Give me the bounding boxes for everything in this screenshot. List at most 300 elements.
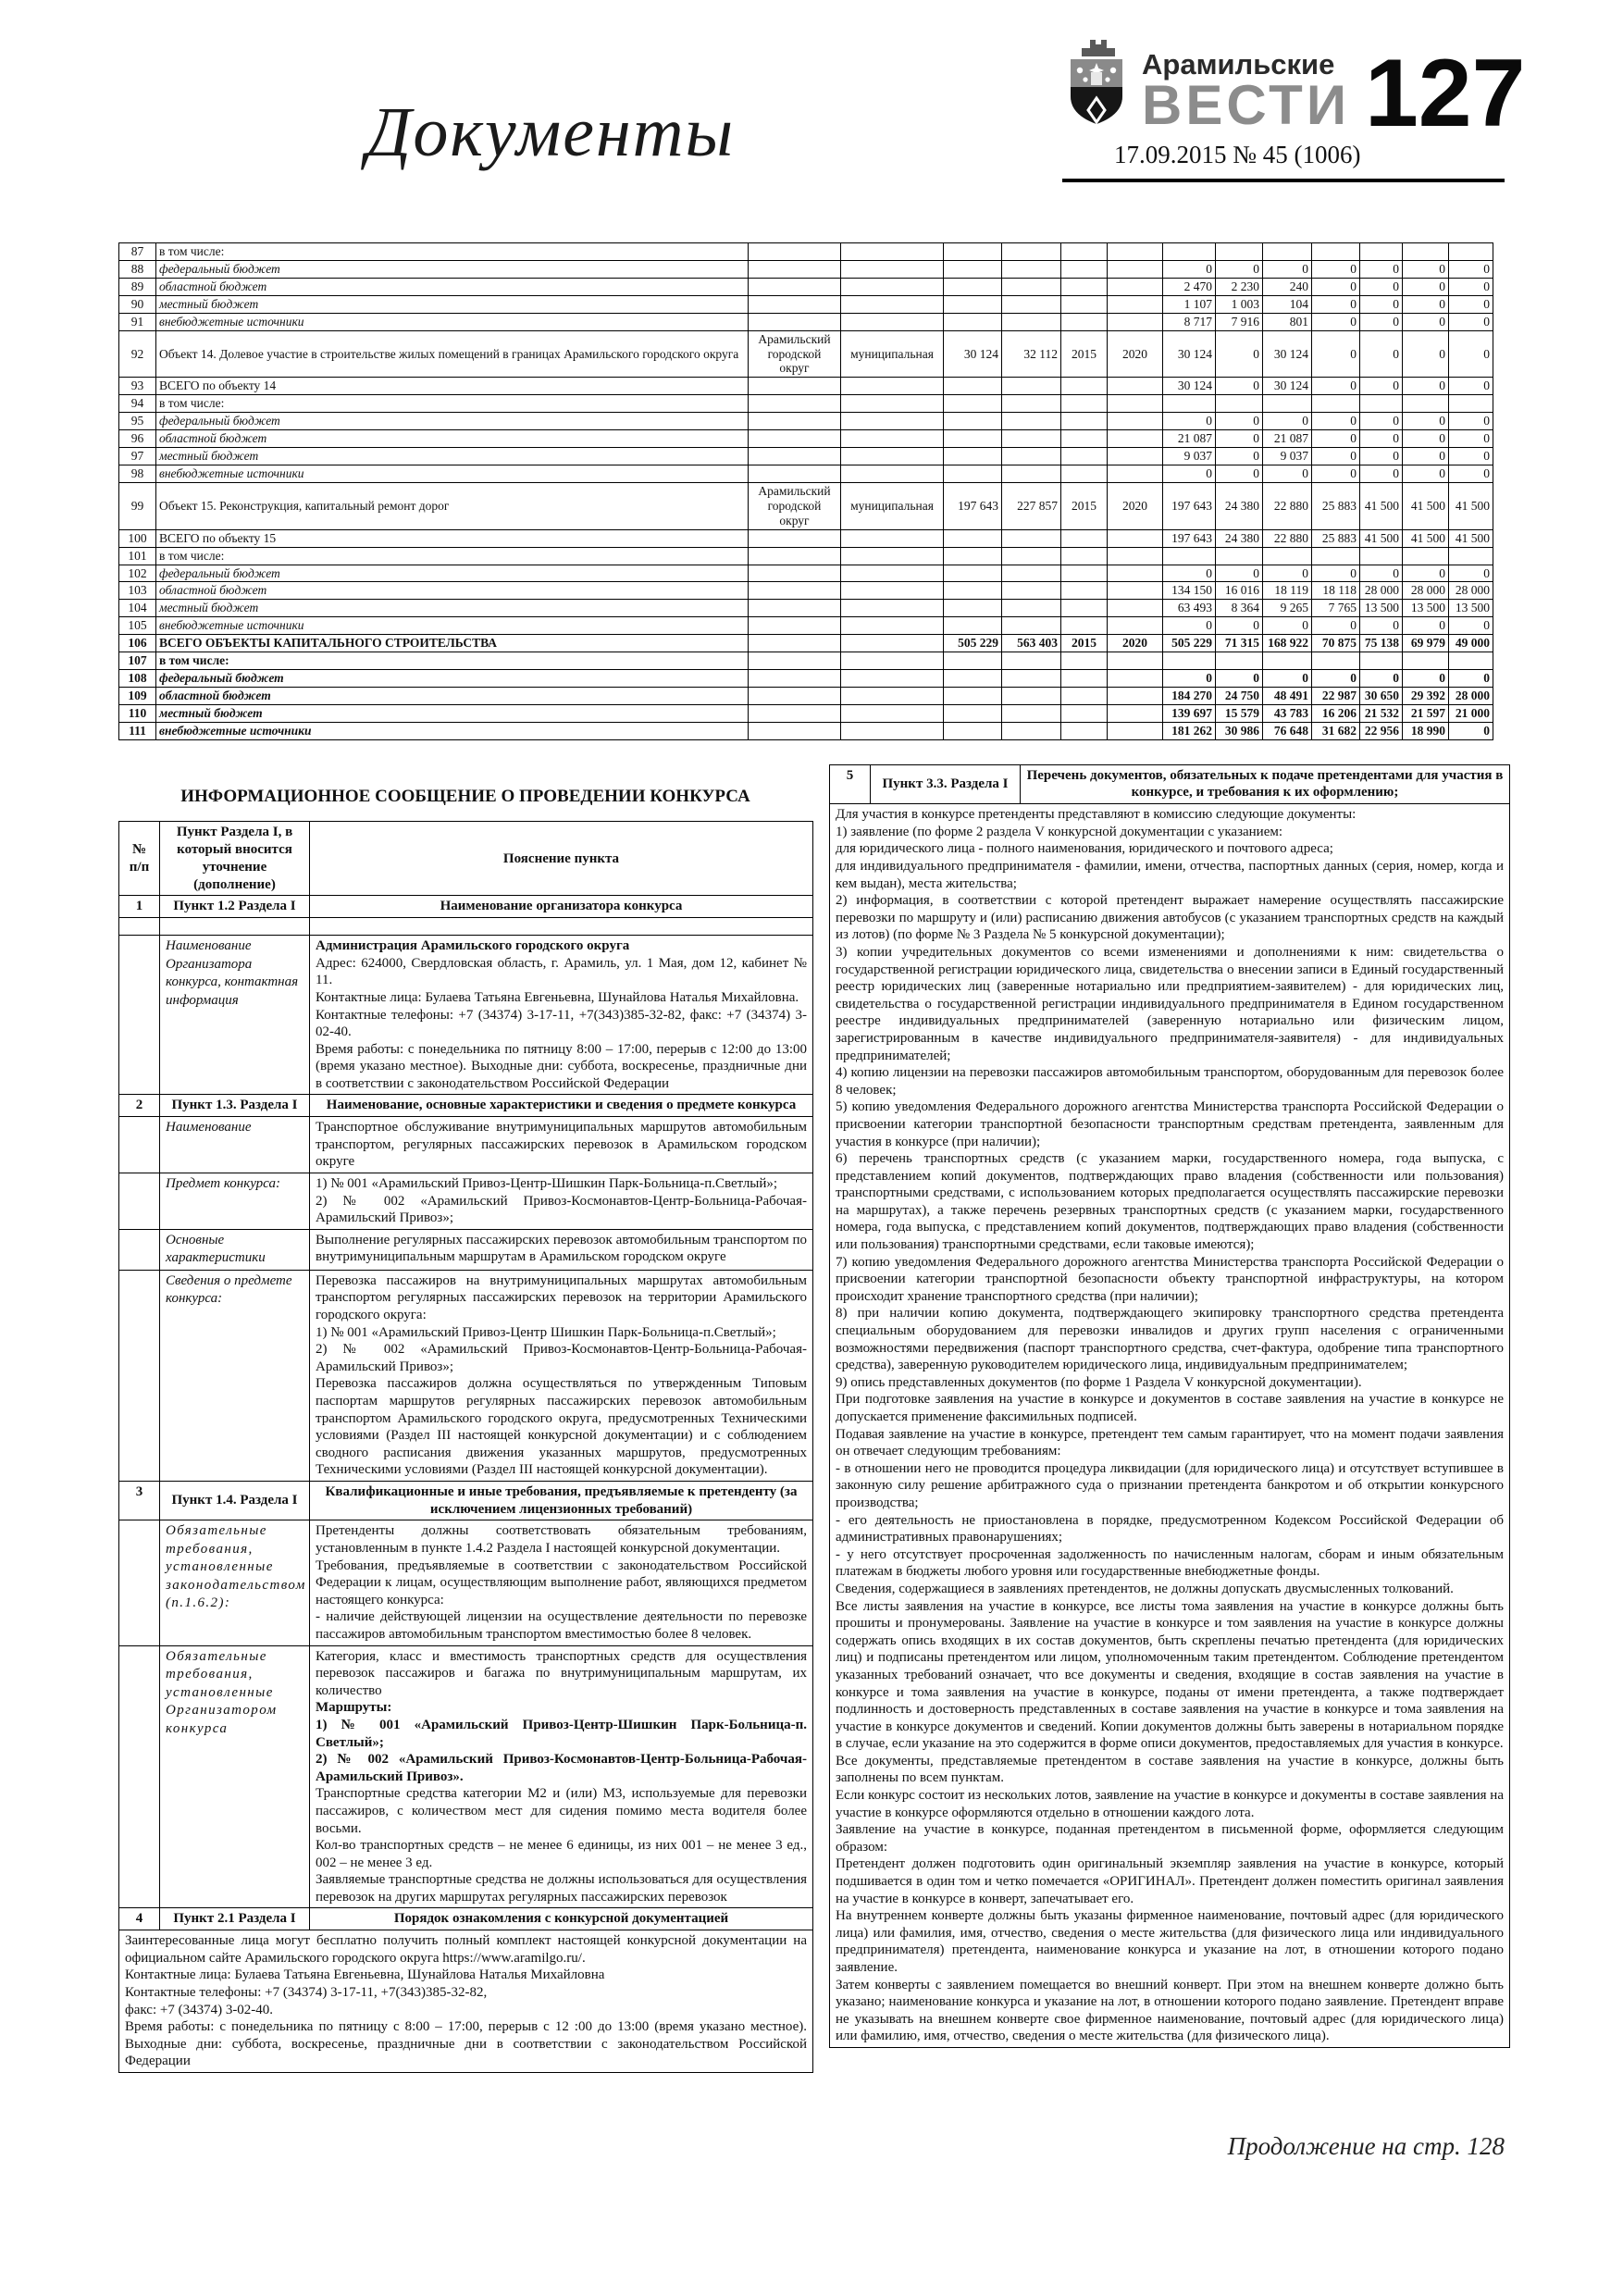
row-ownership-form (841, 378, 944, 395)
row-value-5: 69 979 (1403, 635, 1449, 652)
row-start-year (1061, 465, 1108, 482)
row-value-5 (1403, 243, 1449, 261)
row-number: 93 (119, 378, 156, 395)
row-ownership-form (841, 465, 944, 482)
row-value-6: 28 000 (1449, 687, 1493, 704)
row-number: 96 (119, 430, 156, 448)
row-value-0: 30 124 (1163, 330, 1216, 378)
row-value-2: 30 124 (1263, 378, 1312, 395)
row-ownership-form (841, 278, 944, 295)
row-value-0: 197 643 (1163, 482, 1216, 529)
row-value-1: 0 (1216, 430, 1263, 448)
detail-label: Наименование (160, 1117, 310, 1173)
row-end-year (1108, 547, 1163, 565)
paragraph: Претенденты должны соответствовать обязательным требованиям, установленным в пункте 1.4.2 Раздела I настоящей конкурсной документации. (316, 1523, 807, 1556)
section-number: 3 (119, 1481, 160, 1520)
paragraph: Заявление на участие в конкурсе, поданная претендентом в письменной форме, оформляется следующим образом: (836, 1822, 1504, 1855)
row-location: Арамильский городской округ (749, 482, 841, 529)
empty-number-cell (119, 1520, 160, 1645)
row-value-1: 24 750 (1216, 687, 1263, 704)
row-cost-1 (944, 617, 1002, 635)
paragraph: На внутреннем конверте должны быть указаны фирменное наименование, почтовый адрес (для юридического лица) или фамилия, имя, отчество, сведения о месте жительства (для физического лица или индивидуального предпринимателя) претендента, наименование конкурса и указание на лот, в отношении которого подано заявление. (836, 1908, 1504, 1976)
row-end-year (1108, 448, 1163, 465)
row-cost-1 (944, 430, 1002, 448)
row-description: внебюджетные источники (156, 617, 749, 635)
row-value-0: 21 087 (1163, 430, 1216, 448)
paragraph: для юридического лица - полного наименования, юридического и почтового адреса; (836, 841, 1333, 857)
detail-label: Обязательные требования, установленные Организатором конкурса (160, 1645, 310, 1908)
row-location (749, 670, 841, 688)
row-start-year (1061, 547, 1108, 565)
row-cost-2 (1002, 260, 1061, 278)
row-ownership-form (841, 600, 944, 617)
row-value-0: 0 (1163, 617, 1216, 635)
row-value-6 (1449, 547, 1493, 565)
row-start-year (1061, 430, 1108, 448)
row-value-3: 22 987 (1312, 687, 1360, 704)
row-value-0: 0 (1163, 670, 1216, 688)
row-ownership-form (841, 670, 944, 688)
paragraph: Сведения, содержащиеся в заявлениях претендентов, не должны допускать двусмысленных толкований. (836, 1581, 1454, 1596)
detail-label: Обязательные требования, установленные законодательством (п.1.6.2): (160, 1520, 310, 1645)
row-value-2: 0 (1263, 260, 1312, 278)
row-value-5: 21 597 (1403, 704, 1449, 722)
row-cost-1 (944, 260, 1002, 278)
section-header-row (119, 1095, 813, 1117)
row-value-0: 30 124 (1163, 378, 1216, 395)
notice-table (118, 821, 813, 2073)
row-cost-1 (944, 529, 1002, 547)
row-value-4: 0 (1360, 465, 1403, 482)
paragraph: Для участия в конкурсе претенденты представляют в комиссию следующие документы: (836, 807, 1357, 823)
row-end-year (1108, 529, 1163, 547)
row-value-0 (1163, 395, 1216, 413)
row-cost-2 (1002, 652, 1061, 670)
paragraph: Перевозка пассажиров на внутримуниципальных маршрутах автомобильным транспортом регулярных пассажирских перевозок на территории Арамильского городского округа: (316, 1272, 807, 1322)
row-description: Объект 15. Реконструкция, капитальный ремонт дорог (156, 482, 749, 529)
row-value-3: 0 (1312, 278, 1360, 295)
row-cost-1 (944, 670, 1002, 688)
row-ownership-form (841, 243, 944, 261)
row-value-4 (1360, 243, 1403, 261)
budget-row (119, 278, 1493, 295)
row-number: 95 (119, 413, 156, 430)
row-location (749, 465, 841, 482)
row-value-1: 15 579 (1216, 704, 1263, 722)
row-end-year (1108, 617, 1163, 635)
notice-column (118, 764, 812, 2073)
row-location (749, 313, 841, 330)
row-value-3: 0 (1312, 430, 1360, 448)
section-number: 5 (830, 764, 871, 804)
row-value-1: 8 364 (1216, 600, 1263, 617)
row-cost-2 (1002, 413, 1061, 430)
annex-table-body (830, 764, 1510, 2047)
row-value-2: 9 037 (1263, 448, 1312, 465)
row-cost-2 (1002, 582, 1061, 600)
row-description: ВСЕГО по объекту 14 (156, 378, 749, 395)
section-point: Пункт 1.3. Раздела I (160, 1095, 310, 1117)
row-cost-1 (944, 295, 1002, 313)
row-number: 97 (119, 448, 156, 465)
row-cost-2: 32 112 (1002, 330, 1061, 378)
row-location (749, 378, 841, 395)
row-value-6: 0 (1449, 260, 1493, 278)
row-cost-2 (1002, 395, 1061, 413)
row-value-3: 25 883 (1312, 482, 1360, 529)
row-value-1 (1216, 395, 1263, 413)
row-cost-2 (1002, 378, 1061, 395)
row-value-6: 0 (1449, 430, 1493, 448)
row-value-2: 801 (1263, 313, 1312, 330)
row-value-4: 41 500 (1360, 482, 1403, 529)
row-number: 101 (119, 547, 156, 565)
detail-content (310, 1117, 813, 1173)
row-value-0 (1163, 547, 1216, 565)
row-cost-2 (1002, 278, 1061, 295)
detail-content (310, 936, 813, 1095)
row-location (749, 687, 841, 704)
row-value-2: 48 491 (1263, 687, 1312, 704)
detail-row (119, 1270, 813, 1481)
empty-cell (119, 918, 160, 936)
row-cost-2 (1002, 670, 1061, 688)
row-location (749, 635, 841, 652)
detail-label: Предмет конкурса: (160, 1173, 310, 1230)
row-value-3: 0 (1312, 260, 1360, 278)
row-value-2 (1263, 395, 1312, 413)
row-value-3: 18 118 (1312, 582, 1360, 600)
row-value-4: 0 (1360, 670, 1403, 688)
row-start-year: 2015 (1061, 330, 1108, 378)
row-end-year (1108, 722, 1163, 739)
row-value-5: 0 (1403, 448, 1449, 465)
row-cost-1 (944, 704, 1002, 722)
row-end-year (1108, 582, 1163, 600)
row-ownership-form (841, 722, 944, 739)
row-location (749, 704, 841, 722)
paragraph: 5) копию уведомления Федерального дорожного агентства Министерства транспорта Российской Федерации о присвоении категории транспортной безопасности транспортным средствам претендента, заявленным для участия в конкурсе (при наличии); (836, 1099, 1504, 1149)
row-ownership-form (841, 448, 944, 465)
detail-label: Сведения о предмете конкурса: (160, 1270, 310, 1481)
row-value-0: 139 697 (1163, 704, 1216, 722)
budget-row (119, 670, 1493, 688)
budget-row (119, 635, 1493, 652)
row-start-year (1061, 378, 1108, 395)
row-description: федеральный бюджет (156, 565, 749, 582)
row-location (749, 582, 841, 600)
budget-row (119, 465, 1493, 482)
row-value-5: 0 (1403, 378, 1449, 395)
row-value-5: 0 (1403, 295, 1449, 313)
paragraph: 1) № 001 «Арамильский Привоз-Центр-Шишкин Парк-Больница-п.Светлый»; (316, 1176, 778, 1191)
empty-cell (160, 918, 310, 936)
row-value-5: 0 (1403, 313, 1449, 330)
row-end-year (1108, 465, 1163, 482)
budget-row (119, 260, 1493, 278)
row-value-0: 505 229 (1163, 635, 1216, 652)
budget-row (119, 448, 1493, 465)
paragraph: Маршруты: (316, 1700, 392, 1716)
row-ownership-form (841, 430, 944, 448)
row-value-1: 0 (1216, 378, 1263, 395)
row-value-6: 0 (1449, 465, 1493, 482)
row-value-6: 13 500 (1449, 600, 1493, 617)
detail-row (119, 936, 813, 1095)
row-value-2: 240 (1263, 278, 1312, 295)
row-value-1: 71 315 (1216, 635, 1263, 652)
row-location (749, 295, 841, 313)
row-value-6: 0 (1449, 413, 1493, 430)
paragraph: Подавая заявление на участие в конкурсе, претендент тем самым гарантирует, что на момент подачи заявления он отвечает следующим требованиям: (836, 1426, 1504, 1459)
row-value-0: 9 037 (1163, 448, 1216, 465)
row-value-5: 18 990 (1403, 722, 1449, 739)
row-value-4: 0 (1360, 313, 1403, 330)
detail-content (310, 1270, 813, 1481)
row-cost-1: 197 643 (944, 482, 1002, 529)
paragraph: Время работы: с понедельника по пятницу с 8:00 – 17:00, перерыв с 12 :00 до 13:00 (время указано местное). Выходные дни: суббота, воскресенье, праздничные дни в соответствии с законодательством Российской Федерации (125, 2019, 807, 2069)
section-point: Пункт 3.3. Раздела I (871, 764, 1021, 804)
row-start-year (1061, 295, 1108, 313)
row-value-2: 168 922 (1263, 635, 1312, 652)
row-number: 110 (119, 704, 156, 722)
row-description: местный бюджет (156, 600, 749, 617)
row-value-6: 0 (1449, 565, 1493, 582)
row-value-5: 0 (1403, 617, 1449, 635)
paragraph: Перевозка пассажиров должна осуществляться по утвержденным Типовым паспортам маршрутов регулярных пассажирских перевозок автомобильным транспортом Арамильского городского округа, предусмотренных Техническими условиями (Раздел III настоящей конкурсной документации) и с соблюдением сводного расписания движения указанных маршрутов, предусмотренных Техническими условиями (Раздел III настоящей конкурсной документации). (316, 1376, 807, 1478)
paragraph: 2) информация, в соответствии с которой претендент выражает намерение осуществлять пассажирские перевозки по маршруту и (или) расписанию движения автобусов (с указанием транспортных средств на каждый из лотов) (по форме № 3 Раздела № 5 конкурсной документации); (836, 893, 1504, 943)
paragraph: Контактные телефоны: +7 (34374) 3-17-11, +7(343)385-32-82, факс: +7 (34374) 3-02-40. (316, 1007, 807, 1040)
row-value-1: 16 016 (1216, 582, 1263, 600)
section-body (119, 1930, 813, 2073)
detail-content (310, 1173, 813, 1230)
row-cost-2 (1002, 547, 1061, 565)
empty-cell (310, 918, 813, 936)
paragraph: Кол-во транспортных средств – не менее 6 единицы, из них 001 – не менее 3 ед., 002 – не менее 3 ед. (316, 1838, 807, 1870)
row-value-5: 41 500 (1403, 529, 1449, 547)
row-end-year (1108, 413, 1163, 430)
row-number: 109 (119, 687, 156, 704)
row-value-3 (1312, 243, 1360, 261)
row-description: ВСЕГО по объекту 15 (156, 529, 749, 547)
row-ownership-form (841, 547, 944, 565)
row-value-3: 0 (1312, 413, 1360, 430)
paragraph: - его деятельность не приостановлена в порядке, предусмотренном Кодексом Российской Федерации об административных правонарушениях; (836, 1512, 1504, 1545)
paragraph: 2) № 002 «Арамильский Привоз-Космонавтов-Центр-Больница-Рабочая-Арамильский Привоз». (316, 1752, 807, 1784)
row-value-4: 0 (1360, 448, 1403, 465)
row-end-year (1108, 378, 1163, 395)
row-start-year (1061, 652, 1108, 670)
row-start-year: 2015 (1061, 482, 1108, 529)
paragraph: Претендент должен подготовить один оригинальный экземпляр заявления на участие в конкурсе, который подшивается в один том и четко помечается «ОРИГИНАЛ». Претендент должен поместить оригинал заявления на участие в конкурсе в конверт, запечатывает его. (836, 1856, 1504, 1906)
row-description: Объект 14. Долевое участие в строительстве жилых помещений в границах Арамильского городского округа (156, 330, 749, 378)
row-ownership-form (841, 582, 944, 600)
row-value-2: 76 648 (1263, 722, 1312, 739)
budget-row (119, 378, 1493, 395)
budget-table (118, 242, 1493, 740)
budget-row (119, 565, 1493, 582)
row-start-year (1061, 529, 1108, 547)
row-value-1: 30 986 (1216, 722, 1263, 739)
row-value-1 (1216, 547, 1263, 565)
budget-row (119, 430, 1493, 448)
row-ownership-form: муниципальная (841, 330, 944, 378)
row-description: федеральный бюджет (156, 413, 749, 430)
row-value-4: 28 000 (1360, 582, 1403, 600)
row-ownership-form (841, 395, 944, 413)
row-cost-2 (1002, 617, 1061, 635)
paragraph: 4) копию лицензии на перевозки пассажиров автомобильным транспортом, оборудованным для перевозок более 8 человек; (836, 1065, 1504, 1098)
col-header-num: № п/п (119, 822, 160, 896)
budget-row (119, 687, 1493, 704)
row-value-3: 0 (1312, 617, 1360, 635)
detail-content (310, 1645, 813, 1908)
row-ownership-form (841, 652, 944, 670)
paragraph: Все документы, представляемые претендентом в составе заявления на участие в конкурсе, должны быть заполнены по всем пунктам. (836, 1753, 1504, 1786)
row-value-6: 0 (1449, 722, 1493, 739)
row-value-2: 0 (1263, 565, 1312, 582)
row-start-year (1061, 704, 1108, 722)
row-value-1 (1216, 243, 1263, 261)
row-end-year (1108, 243, 1163, 261)
row-value-3: 0 (1312, 330, 1360, 378)
row-cost-1 (944, 582, 1002, 600)
row-value-3: 0 (1312, 670, 1360, 688)
paragraph: Все листы заявления на участие в конкурсе, все листы тома заявления на участие в конкурсе должны быть прошиты и пронумерованы. Заявление на участие в конкурсе и том заявления на участие в конкурсе должны содержать опись входящих в их состав документов, быть скреплены печатью претендента (для юридических лиц) и подписаны претендентом или лицом, уполномоченным таким претендентом. Соблюдение претендентом указанных требований означает, что все документы и сведения, входящие в состав заявления на участие в конкурсе и тома заявления на участие в конкурсе, поданы от имени претендента, а также подтверждает подлинность и достоверность представленных в составе заявления на участие в конкурсе и тома заявления на участие в конкурсе документов и сведений. Копии документов должны быть заверены в нотариальном порядке в случае, если указание на это содержится в форме описи документов, предоставляемых для участия в конкурсе. (836, 1598, 1504, 1752)
row-value-1: 7 916 (1216, 313, 1263, 330)
row-value-6: 49 000 (1449, 635, 1493, 652)
row-cost-1: 30 124 (944, 330, 1002, 378)
row-cost-2 (1002, 448, 1061, 465)
budget-row (119, 395, 1493, 413)
bottom-columns (118, 764, 1505, 2073)
row-location (749, 600, 841, 617)
budget-row (119, 482, 1493, 529)
paragraph: Время работы: с понедельника по пятницу 8:00 – 17:00, перерыв с 12:00 до 13:00 (время указано местное). Выходные дни: суббота, воскресенье, праздничные дни в соответствии с законодательством Российской Федерации (316, 1041, 807, 1091)
row-location (749, 529, 841, 547)
empty-number-cell (119, 1645, 160, 1908)
row-location (749, 448, 841, 465)
row-ownership-form (841, 313, 944, 330)
row-value-3: 0 (1312, 465, 1360, 482)
row-value-5: 0 (1403, 278, 1449, 295)
row-value-4: 21 532 (1360, 704, 1403, 722)
row-number: 103 (119, 582, 156, 600)
row-value-0: 8 717 (1163, 313, 1216, 330)
row-value-2 (1263, 243, 1312, 261)
row-cost-2 (1002, 687, 1061, 704)
row-start-year (1061, 617, 1108, 635)
row-description: федеральный бюджет (156, 260, 749, 278)
row-end-year (1108, 313, 1163, 330)
notice-title: ИНФОРМАЦИОННОЕ СООБЩЕНИЕ О ПРОВЕДЕНИИ КОНКУРСА (180, 786, 750, 806)
paragraph: Затем конверты с заявлением помещается во внешний конверт. При этом на внешнем конверте должно быть указано; наименование конкурса и указание на лот, в отношении которого подано заявление. Претендент вправе не указывать на внешнем конверте свое фирменное наименование, почтовый адрес (для юридического лица) или фамилию, имя, отчество, сведения о месте жительства (для физического лица). (836, 1977, 1504, 2044)
row-value-6: 0 (1449, 313, 1493, 330)
detail-row (119, 1520, 813, 1645)
row-description: областной бюджет (156, 278, 749, 295)
row-value-5 (1403, 547, 1449, 565)
row-value-0: 0 (1163, 260, 1216, 278)
row-value-0: 181 262 (1163, 722, 1216, 739)
row-value-3: 16 206 (1312, 704, 1360, 722)
row-number: 90 (119, 295, 156, 313)
row-end-year (1108, 430, 1163, 448)
row-end-year (1108, 687, 1163, 704)
annex-column (829, 764, 1509, 2048)
row-number: 87 (119, 243, 156, 261)
aramil-coat-of-arms-icon (1062, 35, 1131, 131)
empty-number-cell (119, 1173, 160, 1230)
row-value-4: 0 (1360, 565, 1403, 582)
row-number: 102 (119, 565, 156, 582)
row-value-6: 28 000 (1449, 582, 1493, 600)
row-end-year (1108, 652, 1163, 670)
row-value-5: 29 392 (1403, 687, 1449, 704)
budget-row (119, 652, 1493, 670)
row-value-4: 0 (1360, 378, 1403, 395)
paragraph: 8) при наличии копию документа, подтверждающего экипировку транспортного средства претендента специальным оборудованием для перевозки инвалидов и других групп населения с ограниченными возможностями передвижения (паспорт транспортного средства, счет-фактура, одобрение типа транспортного средства), заверенную руководителем юридического лица, индивидуальным предпринимателем; (836, 1306, 1504, 1373)
row-cost-1 (944, 465, 1002, 482)
paragraph: 1) № 001 «Арамильский Привоз-Центр Шишкин Парк-Больница-п.Светлый»; (316, 1324, 776, 1340)
row-start-year (1061, 448, 1108, 465)
budget-row (119, 313, 1493, 330)
row-description: внебюджетные источники (156, 722, 749, 739)
budget-row (119, 413, 1493, 430)
row-start-year (1061, 395, 1108, 413)
row-value-3 (1312, 547, 1360, 565)
row-start-year (1061, 260, 1108, 278)
budget-row (119, 295, 1493, 313)
row-value-4: 22 956 (1360, 722, 1403, 739)
row-number: 107 (119, 652, 156, 670)
row-value-2: 0 (1263, 670, 1312, 688)
masthead-top (1062, 35, 1526, 147)
row-value-4: 0 (1360, 430, 1403, 448)
row-value-6: 0 (1449, 295, 1493, 313)
row-value-1: 0 (1216, 413, 1263, 430)
row-start-year (1061, 413, 1108, 430)
paragraph: Администрация Арамильского городского округа (316, 938, 630, 954)
paragraph: 7) копию уведомления Федерального дорожного агентства Министерства транспорта Российской Федерации о присвоении категории транспортной безопасности объекту транспортной инфраструктуры, на котором происходит хранение транспортного средства (при наличии); (836, 1254, 1504, 1304)
paragraph: При подготовке заявления на участие в конкурсе и документов в составе заявления на участие в конкурсе не допускается применение факсимильных подписей. (836, 1392, 1504, 1425)
page-header (118, 0, 1526, 242)
row-value-4: 0 (1360, 617, 1403, 635)
row-number: 94 (119, 395, 156, 413)
row-value-1: 0 (1216, 448, 1263, 465)
row-end-year (1108, 565, 1163, 582)
row-cost-1 (944, 243, 1002, 261)
row-cost-2: 563 403 (1002, 635, 1061, 652)
row-cost-2 (1002, 565, 1061, 582)
section-title: Наименование организатора конкурса (310, 896, 813, 918)
paragraph: Транспортные средства категории М2 и (или) М3, используемые для перевозки пассажиров, с количеством мест для сидения помимо места водителя более восьми. (316, 1786, 807, 1836)
row-start-year: 2015 (1061, 635, 1108, 652)
row-value-1: 0 (1216, 617, 1263, 635)
row-end-year (1108, 704, 1163, 722)
row-description: ВСЕГО ОБЪЕКТЫ КАПИТАЛЬНОГО СТРОИТЕЛЬСТВА (156, 635, 749, 652)
row-description: внебюджетные источники (156, 465, 749, 482)
spacer-row (119, 918, 813, 936)
row-cost-1 (944, 313, 1002, 330)
budget-row (119, 547, 1493, 565)
row-cost-1 (944, 448, 1002, 465)
row-number: 88 (119, 260, 156, 278)
row-value-1: 0 (1216, 465, 1263, 482)
paragraph: 2) № 002 «Арамильский Привоз-Космонавтов-Центр-Больница-Рабочая-Арамильский Привоз»; (316, 1342, 807, 1374)
row-description: в том числе: (156, 243, 749, 261)
section-point: Пункт 1.2 Раздела I (160, 896, 310, 918)
detail-label: Основные характеристики (160, 1229, 310, 1270)
